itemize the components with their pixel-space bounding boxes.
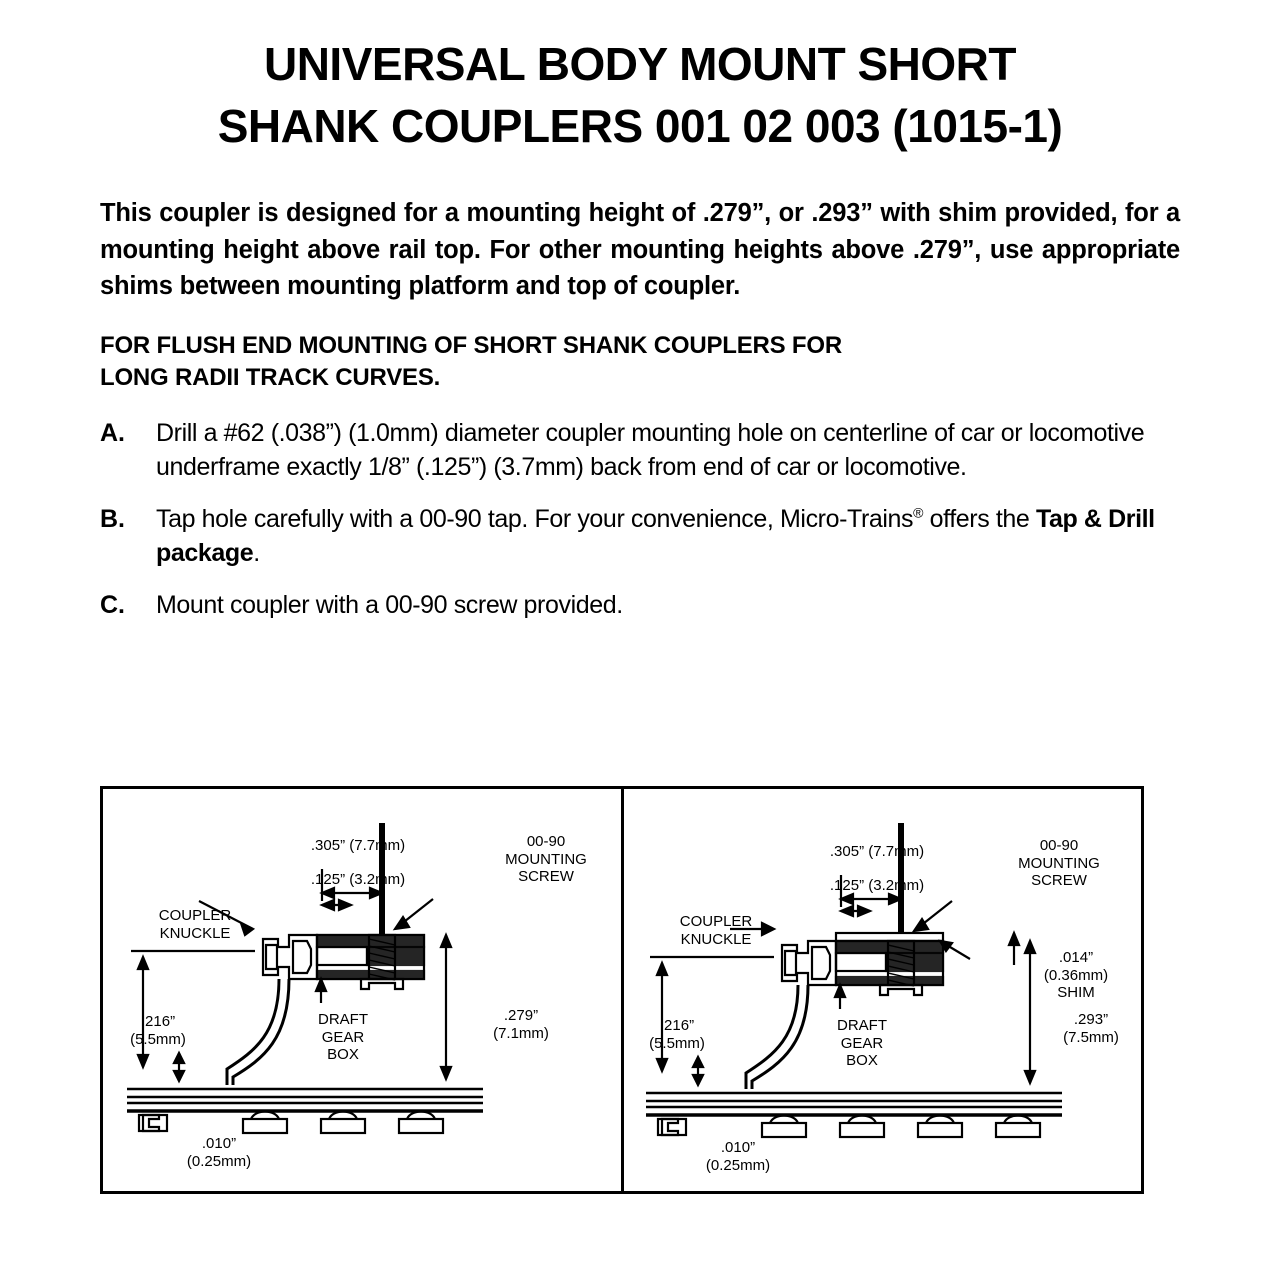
subheading-line-1: FOR FLUSH END MOUNTING OF SHORT SHANK COUPLERS FOR (100, 331, 842, 359)
step-text-c: Mount coupler with a 00-90 screw provided. (156, 590, 623, 619)
label-shim-line1: .014” (1058, 949, 1094, 966)
label-010-line1: .010” (720, 1139, 756, 1156)
page-title (60, 40, 1220, 151)
label-coupler-knuckle-left (125, 907, 265, 942)
label-screw-line3: SCREW (518, 868, 574, 886)
label-216-line1: .216” (140, 1013, 176, 1030)
step-b-part-2: offers the (923, 504, 1036, 533)
label-dim-216-right (622, 1017, 732, 1052)
label-draft-line3: BOX (846, 1052, 878, 1070)
label-dim-279-left (461, 1007, 581, 1042)
label-216-line1: .216” (659, 1017, 695, 1034)
label-coupler-line1: COUPLER (158, 907, 232, 924)
step-letter-b: B. (100, 504, 125, 533)
label-293-line1: .293” (1073, 1011, 1109, 1028)
step-letter-c: C. (100, 590, 125, 619)
label-coupler-line2: KNUCKLE (159, 924, 231, 942)
list-item (100, 416, 1180, 484)
label-shim-line3: SHIM (1057, 984, 1095, 1002)
label-draft-line2: GEAR (321, 1028, 365, 1046)
subheading (100, 330, 1180, 394)
label-mounting-screw-right (984, 837, 1134, 890)
label-coupler-line1: COUPLER (679, 913, 753, 930)
subheading-line-2: LONG RADII TRACK CURVES. (100, 363, 441, 391)
label-shim-right (1020, 949, 1132, 1002)
step-b-bold: Tap & Drill package (156, 504, 1155, 567)
step-b-part-1: Tap hole carefully with a 00-90 tap. For your convenience, Micro-Trains (156, 504, 914, 533)
steps-list (100, 416, 1180, 622)
label-010-line2: (0.25mm) (186, 1152, 252, 1170)
label-screw-line2: MOUNTING (505, 850, 587, 868)
label-010-line1: .010” (201, 1135, 237, 1152)
label-dim-125-left: .125” (3.2mm) (310, 871, 406, 888)
label-coupler-knuckle-right (646, 913, 786, 948)
label-shim-line2: (0.36mm) (1043, 966, 1109, 984)
list-item (100, 588, 1180, 622)
list-item (100, 502, 1180, 570)
label-screw-line1: 00-90 (526, 833, 566, 850)
label-dim-305-right: .305” (7.7mm) (829, 843, 925, 860)
title-line-2: SHANK COUPLERS 001 02 003 (1015-1) (217, 99, 1063, 152)
step-text-b (156, 502, 1180, 570)
label-dim-305-left: .305” (7.7mm) (310, 837, 406, 854)
label-draft-line1: DRAFT (318, 1011, 368, 1028)
label-dim-010-left (139, 1135, 299, 1170)
label-screw-line1: 00-90 (1039, 837, 1079, 854)
label-draft-gear-box-right (802, 1017, 922, 1070)
label-279-line1: .279” (503, 1007, 539, 1024)
label-screw-line2: MOUNTING (1018, 854, 1100, 872)
label-draft-line3: BOX (327, 1046, 359, 1064)
label-dim-293-right (1036, 1011, 1146, 1046)
label-dim-010-right (658, 1139, 818, 1174)
diagram-figure (100, 786, 1144, 1194)
title-line-1: UNIVERSAL BODY MOUNT SHORT (263, 38, 1017, 90)
label-010-line2: (0.25mm) (705, 1156, 771, 1174)
label-draft-line1: DRAFT (837, 1017, 887, 1034)
diagram-panel-right (622, 789, 1141, 1191)
label-screw-line3: SCREW (1031, 872, 1087, 890)
label-216-line2: (5.5mm) (649, 1034, 705, 1052)
step-letter-a: A. (100, 418, 125, 447)
step-text-a: Drill a #62 (.038”) (1.0mm) diameter coupler mounting hole on centerline of car or locomotive underframe exactly 1/8” (.125”) (3.7mm) back from end of car or locomotive. (156, 418, 1145, 481)
label-draft-line2: GEAR (840, 1034, 884, 1052)
label-dim-125-right: .125” (3.2mm) (829, 877, 925, 894)
diagram-panel-left (103, 789, 622, 1191)
registered-mark: ® (913, 504, 924, 521)
label-draft-gear-box-left (283, 1011, 403, 1064)
label-dim-216-left (103, 1013, 213, 1048)
label-279-line2: (7.1mm) (493, 1024, 549, 1042)
label-216-line2: (5.5mm) (130, 1030, 186, 1048)
step-b-part-3: . (253, 538, 260, 567)
label-293-line2: (7.5mm) (1063, 1028, 1119, 1046)
intro-paragraph: This coupler is designed for a mounting height of .279”, or .293” with shim provided, for a mounting height above rail top. For other mounting heights above .279”, use appropriate shims between mounting platform and top of coupler. (100, 199, 1180, 300)
label-coupler-line2: KNUCKLE (680, 930, 752, 948)
label-mounting-screw-left (471, 833, 621, 886)
